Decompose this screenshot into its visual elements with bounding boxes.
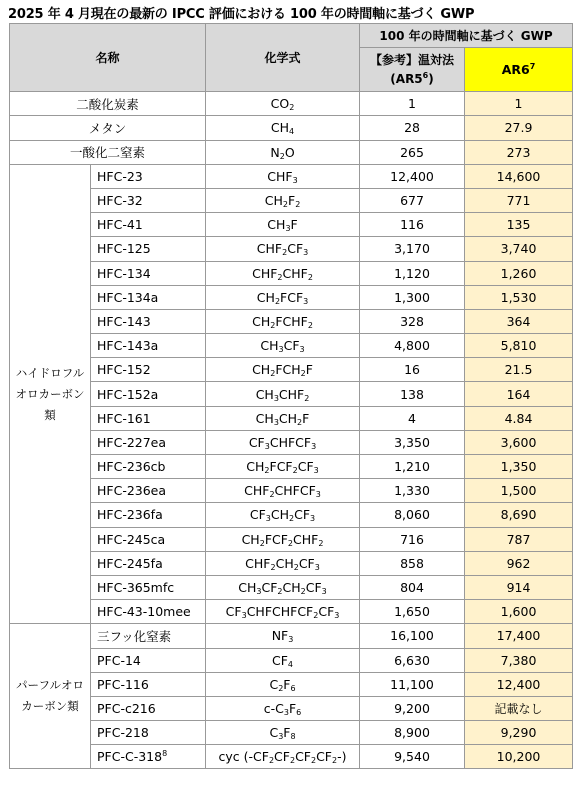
gwp-ar6: 27.9 bbox=[465, 116, 573, 140]
chemical-formula: $CF_3CH_2CF_3$ bbox=[206, 503, 360, 527]
header-ar6 bbox=[465, 48, 573, 92]
gwp-ar6: 5,810 bbox=[465, 334, 573, 358]
gwp-ar5: 3,170 bbox=[360, 237, 465, 261]
substance-name: HFC-161 bbox=[91, 406, 206, 430]
substance-name: HFC-245fa bbox=[91, 551, 206, 575]
group-label-pfc: パーフルオロカーボン類 bbox=[10, 624, 91, 769]
header-ar5 bbox=[360, 48, 465, 92]
substance-name: HFC-125 bbox=[91, 237, 206, 261]
substance-name: 一酸化二窒素 bbox=[10, 140, 206, 164]
gwp-ar5: 858 bbox=[360, 551, 465, 575]
chemical-formula: $CHF_2CHFCF_3$ bbox=[206, 479, 360, 503]
gwp-ar6: 8,690 bbox=[465, 503, 573, 527]
gwp-ar5: 28 bbox=[360, 116, 465, 140]
substance-name: メタン bbox=[10, 116, 206, 140]
substance-name: PFC-c216 bbox=[91, 696, 206, 720]
gwp-ar6: 14,600 bbox=[465, 164, 573, 188]
gwp-ar6: 273 bbox=[465, 140, 573, 164]
chemical-formula: $CH_3CHF_2$ bbox=[206, 382, 360, 406]
substance-name: PFC-218 bbox=[91, 721, 206, 745]
substance-name: HFC-41 bbox=[91, 213, 206, 237]
substance-name: HFC-143a bbox=[91, 334, 206, 358]
table-row bbox=[10, 696, 573, 720]
substance-name: HFC-32 bbox=[91, 188, 206, 212]
group-label-hfc: ハイドロフルオロカーボン類 bbox=[10, 164, 91, 624]
table-row bbox=[10, 140, 573, 164]
chemical-formula: cyc $(-CF_2CF_2CF_2CF_2-)$ bbox=[206, 745, 360, 769]
chemical-formula: $CH_3CH_2F$ bbox=[206, 406, 360, 430]
table-row bbox=[10, 213, 573, 237]
gwp-ar6: 364 bbox=[465, 309, 573, 333]
substance-name: 二酸化炭素 bbox=[10, 92, 206, 116]
header-ar5-sup: 6 bbox=[422, 70, 429, 80]
substance-name: HFC-152 bbox=[91, 358, 206, 382]
gwp-ar6: 4.84 bbox=[465, 406, 573, 430]
gwp-ar6: 135 bbox=[465, 213, 573, 237]
gwp-ar5: 265 bbox=[360, 140, 465, 164]
gwp-ar5: 8,900 bbox=[360, 721, 465, 745]
page-title: 2025 年 4 月現在の最新の IPCC 評価における 100 年の時間軸に基づく GWP bbox=[8, 7, 475, 22]
gwp-ar6: 17,400 bbox=[465, 624, 573, 648]
gwp-table bbox=[9, 23, 573, 769]
header-formula: 化学式 bbox=[206, 24, 360, 92]
gwp-ar6: 962 bbox=[465, 551, 573, 575]
gwp-ar5: 1,330 bbox=[360, 479, 465, 503]
table-row bbox=[10, 261, 573, 285]
chemical-formula: $CH_3CF_2CH_2CF_3$ bbox=[206, 575, 360, 599]
table-row bbox=[10, 721, 573, 745]
table-row bbox=[10, 551, 573, 575]
gwp-ar5: 716 bbox=[360, 527, 465, 551]
substance-name: HFC-134 bbox=[91, 261, 206, 285]
table-row bbox=[10, 309, 573, 333]
table-row bbox=[10, 164, 573, 188]
chemical-formula: $CH_2FCF_2CHF_2$ bbox=[206, 527, 360, 551]
gwp-ar5: 1,300 bbox=[360, 285, 465, 309]
gwp-ar6: 12,400 bbox=[465, 672, 573, 696]
gwp-ar6: 21.5 bbox=[465, 358, 573, 382]
table-row bbox=[10, 527, 573, 551]
footnote-ref: 8 bbox=[162, 749, 168, 759]
gwp-ar5: 16,100 bbox=[360, 624, 465, 648]
gwp-ar6: 1,500 bbox=[465, 479, 573, 503]
gwp-ar5: 9,200 bbox=[360, 696, 465, 720]
header-gwp-group: 100 年の時間軸に基づく GWP bbox=[360, 24, 573, 48]
chemical-formula: $CH_2FCF_3$ bbox=[206, 285, 360, 309]
substance-name: HFC-236cb bbox=[91, 455, 206, 479]
gwp-ar6: 1,530 bbox=[465, 285, 573, 309]
substance-name: PFC-116 bbox=[91, 672, 206, 696]
header-ar5-prefix: (AR5 bbox=[390, 71, 423, 86]
table-row bbox=[10, 672, 573, 696]
table-row bbox=[10, 188, 573, 212]
gwp-ar5: 3,350 bbox=[360, 430, 465, 454]
gwp-ar5: 1,210 bbox=[360, 455, 465, 479]
substance-name: HFC-236fa bbox=[91, 503, 206, 527]
chemical-formula: $CO_2$ bbox=[206, 92, 360, 116]
header-ar5-line1: 【参考】温対法 bbox=[370, 52, 455, 67]
table-row bbox=[10, 116, 573, 140]
table-row bbox=[10, 503, 573, 527]
gwp-ar5: 8,060 bbox=[360, 503, 465, 527]
table-row bbox=[10, 92, 573, 116]
chemical-formula: $C_3F_8$ bbox=[206, 721, 360, 745]
gwp-ar6: 7,380 bbox=[465, 648, 573, 672]
gwp-ar5: 11,100 bbox=[360, 672, 465, 696]
gwp-ar5: 677 bbox=[360, 188, 465, 212]
gwp-ar5: 4,800 bbox=[360, 334, 465, 358]
chemical-formula: $CHF_2CHF_2$ bbox=[206, 261, 360, 285]
substance-name: HFC-245ca bbox=[91, 527, 206, 551]
gwp-ar5: 16 bbox=[360, 358, 465, 382]
table-row bbox=[10, 237, 573, 261]
gwp-ar6: 3,600 bbox=[465, 430, 573, 454]
table-row bbox=[10, 600, 573, 624]
gwp-ar6: 164 bbox=[465, 382, 573, 406]
table-body bbox=[10, 92, 573, 769]
chemical-formula: $CHF_2CH_2CF_3$ bbox=[206, 551, 360, 575]
table-row bbox=[10, 745, 573, 769]
chemical-formula: $CF_4$ bbox=[206, 648, 360, 672]
substance-name: HFC-152a bbox=[91, 382, 206, 406]
gwp-ar6: 記載なし bbox=[465, 696, 573, 720]
substance-name: HFC-23 bbox=[91, 164, 206, 188]
table-row bbox=[10, 430, 573, 454]
gwp-ar6: 771 bbox=[465, 188, 573, 212]
gwp-ar5: 328 bbox=[360, 309, 465, 333]
gwp-ar5: 1,120 bbox=[360, 261, 465, 285]
gwp-ar6: 914 bbox=[465, 575, 573, 599]
table-row bbox=[10, 575, 573, 599]
gwp-ar5: 12,400 bbox=[360, 164, 465, 188]
gwp-ar6: 10,200 bbox=[465, 745, 573, 769]
substance-name: HFC-236ea bbox=[91, 479, 206, 503]
gwp-ar5: 4 bbox=[360, 406, 465, 430]
gwp-ar6: 787 bbox=[465, 527, 573, 551]
chemical-formula: $NF_3$ bbox=[206, 624, 360, 648]
gwp-ar6: 1,350 bbox=[465, 455, 573, 479]
chemical-formula: $CHF_2CF_3$ bbox=[206, 237, 360, 261]
chemical-formula: $CF_3CHFCF_3$ bbox=[206, 430, 360, 454]
substance-name: HFC-134a bbox=[91, 285, 206, 309]
chemical-formula: $CH_2FCHF_2$ bbox=[206, 309, 360, 333]
chemical-formula: $CHF_3$ bbox=[206, 164, 360, 188]
table-row bbox=[10, 406, 573, 430]
gwp-ar6: 1,600 bbox=[465, 600, 573, 624]
table-row bbox=[10, 479, 573, 503]
substance-name: HFC-227ea bbox=[91, 430, 206, 454]
chemical-formula: $C_2F_6$ bbox=[206, 672, 360, 696]
gwp-ar6: 3,740 bbox=[465, 237, 573, 261]
chemical-formula: $CH_3F$ bbox=[206, 213, 360, 237]
chemical-formula: $CH_4$ bbox=[206, 116, 360, 140]
gwp-ar5: 1 bbox=[360, 92, 465, 116]
header-ar5-suffix: ) bbox=[428, 71, 434, 86]
chemical-formula: $CH_2F_2$ bbox=[206, 188, 360, 212]
gwp-ar6: 9,290 bbox=[465, 721, 573, 745]
gwp-ar6: 1,260 bbox=[465, 261, 573, 285]
gwp-ar5: 6,630 bbox=[360, 648, 465, 672]
table-row bbox=[10, 624, 573, 648]
chemical-formula: $CH_2FCH_2F$ bbox=[206, 358, 360, 382]
chemical-formula: $CH_2FCF_2CF_3$ bbox=[206, 455, 360, 479]
chemical-formula: $c-C_3F_6$ bbox=[206, 696, 360, 720]
gwp-ar5: 804 bbox=[360, 575, 465, 599]
substance-name: HFC-365mfc bbox=[91, 575, 206, 599]
substance-name: HFC-143 bbox=[91, 309, 206, 333]
gwp-ar5: 9,540 bbox=[360, 745, 465, 769]
table-row bbox=[10, 455, 573, 479]
gwp-ar5: 116 bbox=[360, 213, 465, 237]
substance-name: HFC-43-10mee bbox=[91, 600, 206, 624]
header-ar6-label: AR6 bbox=[501, 62, 530, 78]
gwp-ar6: 1 bbox=[465, 92, 573, 116]
table-row bbox=[10, 358, 573, 382]
table-row bbox=[10, 334, 573, 358]
gwp-ar5: 1,650 bbox=[360, 600, 465, 624]
substance-name: PFC-$C-318^8$ bbox=[91, 745, 206, 769]
table-row bbox=[10, 285, 573, 309]
chemical-formula: $CH_3CF_3$ bbox=[206, 334, 360, 358]
table-row bbox=[10, 648, 573, 672]
table-row bbox=[10, 382, 573, 406]
header-name: 名称 bbox=[10, 24, 206, 92]
header-ar6-sup: 7 bbox=[529, 62, 536, 72]
chemical-formula: $N_2O$ bbox=[206, 140, 360, 164]
substance-name: 三フッ化窒素 bbox=[91, 624, 206, 648]
substance-name: PFC-14 bbox=[91, 648, 206, 672]
gwp-ar5: 138 bbox=[360, 382, 465, 406]
chemical-formula: $CF_3CHFCHFCF_2CF_3$ bbox=[206, 600, 360, 624]
